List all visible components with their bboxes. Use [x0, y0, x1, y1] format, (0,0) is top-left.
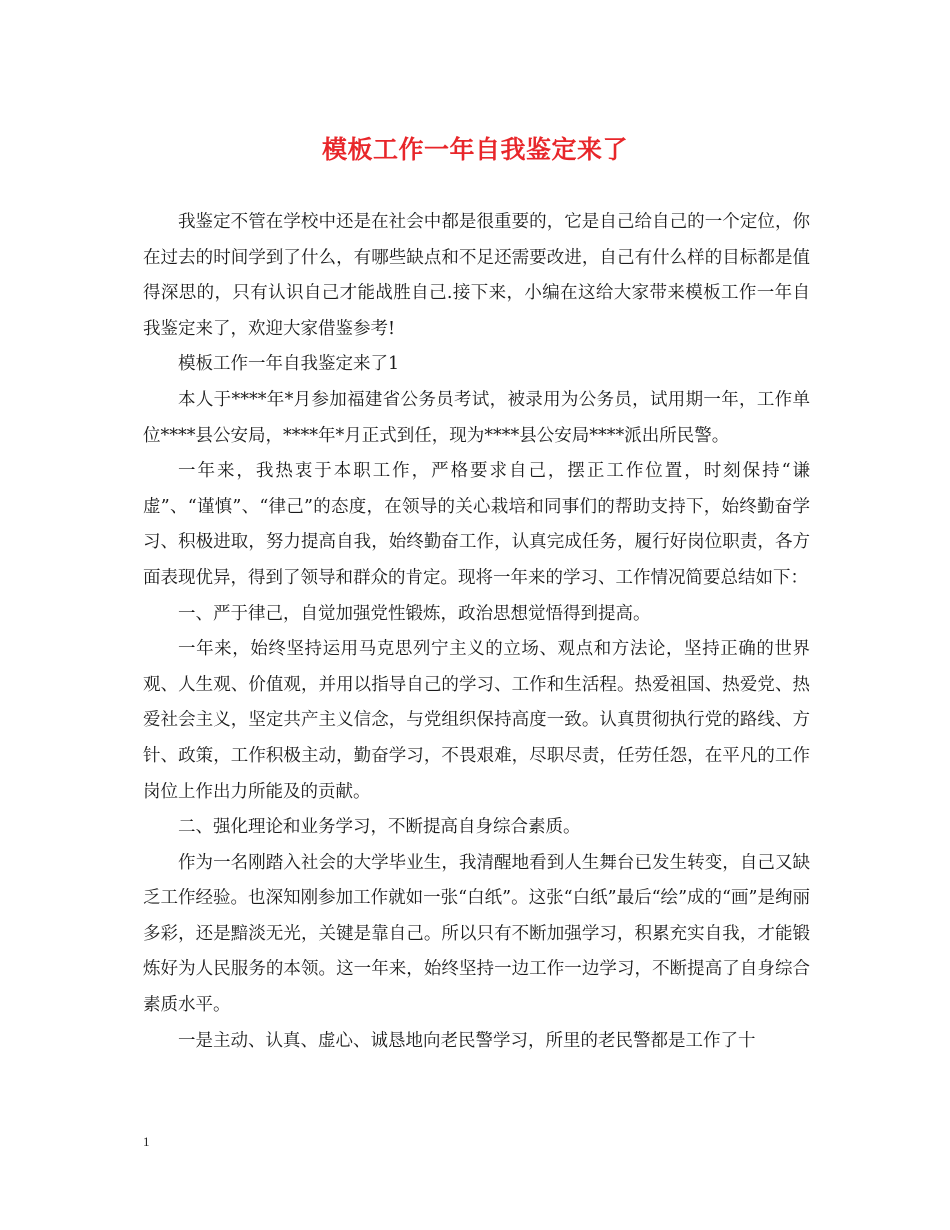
paragraph-subtitle: 模板工作一年自我鉴定来了1 [178, 354, 400, 375]
section-heading: 二、强化理论和业务学习，不断提高自身综合素质。 [178, 817, 581, 838]
paragraph: 一年来，我热衷于本职工作，严格要求自己，摆正工作位置，时刻保持“谦虚”、“谨慎”、“律己”的态度，在领导的关心栽培和同事们的帮助支持下，始终勤奋学习、积极进取，努力提高自我，始终勤奋工作，认真完成任务，履行好岗位职责，各方面表现优异，得到了领导和群众的肯定。现将一年来的学习、工作情况简要总结如下： [143, 461, 810, 588]
paragraph: 一年来，始终坚持运用马克思列宁主义的立场、观点和方法论，坚持正确的世界观、人生观、价值观，并用以指导自己的学习、工作和生活程。热爱祖国、热爱党、热爱社会主义，坚定共产主义信念，与党组织保持高度一致。认真贯彻执行党的路线、方针、政策，工作积极主动，勤奋学习，不畏艰难，尽职尽责，任劳任怨，在平凡的工作岗位上作出力所能及的贡献。 [143, 639, 810, 802]
document-title: 模板工作一年自我鉴定来了 [321, 135, 628, 164]
paragraph: 作为一名刚踏入社会的大学毕业生，我清醒地看到人生舞台已发生转变，自己又缺乏工作经验。也深知刚参加工作就如一张“白纸”。这张“白纸”最后“绘”成的“画”是绚丽多彩，还是黯淡无光，关键是靠自己。所以只有不断加强学习，积累充实自我，才能锻炼好为人民服务的本领。这一年来，始终坚持一边工作一边学习，不断提高了自身综合素质水平。 [143, 852, 810, 1016]
paragraph: 一是主动、认真、虚心、诚恳地向老民警学习，所里的老民警都是工作了十 [178, 1030, 756, 1051]
paragraph: 本人于****年*月参加福建省公务员考试，被录用为公务员，试用期一年，工作单位****县公安局，****年*月正式到任，现为****县公安局****派出所民警。 [143, 389, 810, 446]
section-heading: 一、严于律己，自觉加强党性锻炼，政治思想觉悟得到提高。 [178, 603, 651, 624]
page-number: 1 [143, 1134, 150, 1149]
paragraph-intro: 我鉴定不管在学校中还是在社会中都是很重要的，它是自己给自己的一个定位，你在过去的时间学到了什么，有哪些缺点和不足还需要改进，自己有什么样的目标都是值得深思的，只有认识自己才能战胜自己.接下来，小编在这给大家带来模板工作一年自我鉴定来了，欢迎大家借鉴参考! [143, 212, 810, 339]
document-body [143, 205, 810, 1059]
